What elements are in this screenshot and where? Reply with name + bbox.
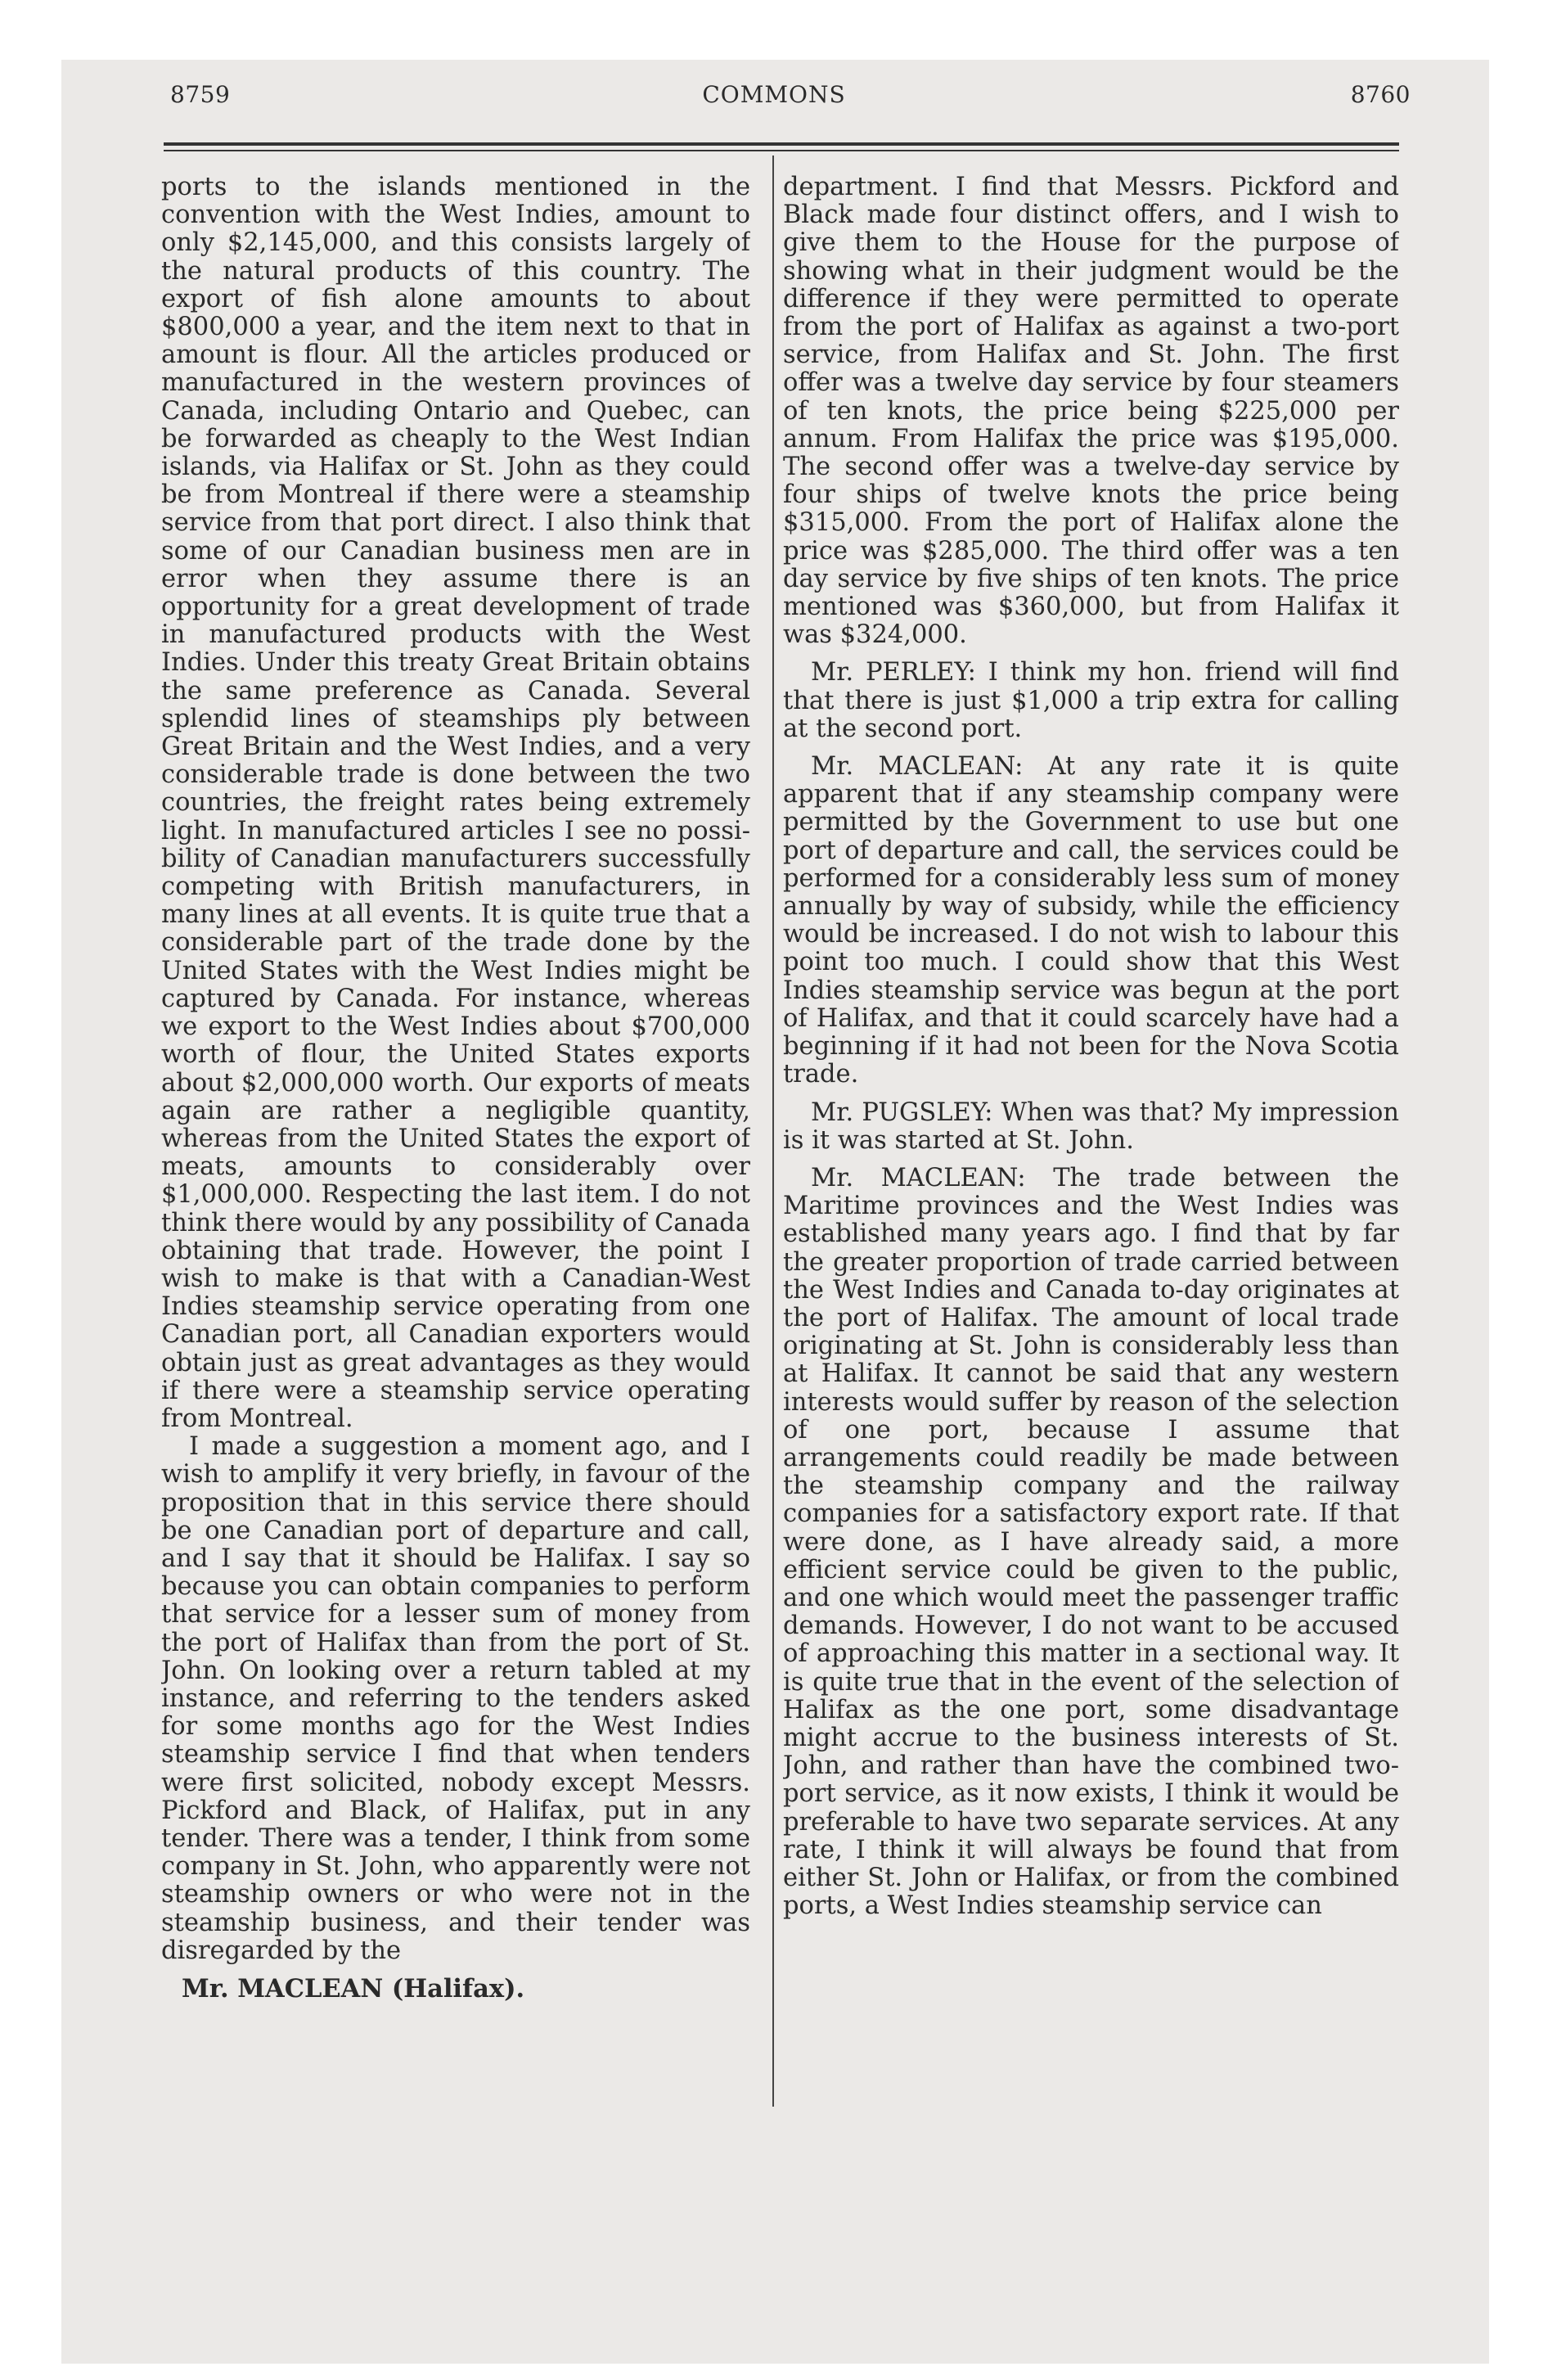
paragraph: I made a suggestion a moment ago, and I wish to amplify it very briefly, in favour of the proposition that in this service there should be one Canadian port of departure and call, and I say that it should be Halifax. I say so because you can obtain companies to perform that service for a lesser sum of money from the port of Halifax than from the port of St. John. On looking over a return tabled at my instance, and referring to the tenders asked for some months ago for the West Indies steamship service I find that when tenders were first solicited, nobody except Messrs. Pickford and Black, of Halifax, put in any tender. There was a tender, I think from some company in St. John, who apparently were not steamship owners or who were not in the steamship business, and their tender was disregarded by the <box>161 1432 750 1965</box>
page-header-title: COMMONS <box>702 81 846 108</box>
page-number-right: 8760 <box>1350 81 1411 108</box>
column-divider <box>772 156 774 2107</box>
left-column <box>161 174 750 2121</box>
page-number-left: 8759 <box>170 81 231 108</box>
paragraph: department. I find that Messrs. Pickford and Black made four distinct offers, and I wish to give them to the House for the purpose of showing what in their judgment would be the difference if they were permitted to operate from the port of Halifax as against a two-port service, from Halifax and St. John. The first offer was a twelve day service by four steamers of ten knots, the price being $225,000 per annum. From Halifax the price was $195,000. The second offer was a twelve-day service by four ships of twelve knots the price being $315,000. From the port of Halifax alone the price was $285,000. The third offer was a ten day service by five ships of ten knots. The price mentioned was $360,000, but from Halifax it was $324,000. <box>783 174 1399 650</box>
speech-pugsley: Mr. PUGSLEY: When was that? My impression is it was started at St. John. <box>783 1098 1399 1155</box>
speech-maclean: Mr. MACLEAN: The trade between the Maritime provinces and the West Indies was established many years ago. I find that by far the greater proportion of trade carried between the West Indies and Canada to-day originates at the port of Halifax. The amount of local trade originating at St. John is considerably less than at Halifax. It cannot be said that any western interests would suffer by reason of the selection of one port, because I assume that arrangements could readily be made between the steamship company and the railway companies for a satisfactory export rate. If that were done, as I have already said, a more efficient service could be given to the public, and one which would meet the passenger traffic demands. However, I do not want to be accused of approaching this matter in a sectional way. It is quite true that in the event of the selection of Halifax as the one port, some disadvantage might accrue to the business interests of St. John, and rather than have the combined two-port service, as it now exists, I think it would be preferable to have two separate services. At any rate, I think it will always be found that from either St. John or Halifax, or from the combined ports, a West Indies steamship service can <box>783 1163 1399 1921</box>
header-rule-thick <box>164 142 1399 146</box>
speech-perley: Mr. PERLEY: I think my hon. friend will find that there is just $1,000 a trip extra for calling at the second port. <box>783 658 1399 743</box>
header-rule-thin <box>164 150 1399 151</box>
paragraph: ports to the islands mentioned in the convention with the West Indies, amount to only $2,145,000, and this consists largely of the natural products of this country. The export of fish alone amounts to about $800,000 a year, and the item next to that in amount is flour. All the articles produced or manufactured in the western provinces of Canada, including Ontario and Quebec, can be forwarded as cheaply to the West Indian islands, via Halifax or St. John as they could be from Montreal if there were a steamship service from that port direct. I also think that some of our Canadian business men are in error when they assume there is an opportunity for a great development of trade in manufactured products with the West Indies. Under this treaty Great Britain obtains the same preference as Canada. Several splendid lines of steamships ply between Great Britain and the West Indies, and a very considerable trade is done between the two countries, the freight rates being extremely light. In manufactured articles I see no possibility of Canadian manufacturers successfully competing with British manufacturers, in many lines at all events. It is quite true that a considerable part of the trade done by the United States with the West Indies might be captured by Canada. For instance, whereas we export to the West Indies about $700,000 worth of flour, the United States exports about $2,000,000 worth. Our exports of meats again are rather a negligible quantity, whereas from the United States the export of meats, amounts to considerably over $1,000,000. Respecting the last item. I do not think there would by any possibility of Canada obtaining that trade. However, the point I wish to make is that with a Canadian-West Indies steamship service operating from one Canadian port, all Canadian exporters would obtain just as great advantages as they would if there were a steamship service operating from Montreal. <box>161 174 750 1433</box>
right-column <box>783 174 1399 2121</box>
speech-maclean: Mr. MACLEAN: At any rate it is quite apparent that if any steamship company were permitted by the Government to use but one port of departure and call, the services could be performed for a considerably less sum of money annually by way of subsidy, while the efficiency would be increased. I do not wish to labour this point too much. I could show that this West Indies steamship service was begun at the port of Halifax, and that it could scarcely have had a beginning if it had not been for the Nova Scotia trade. <box>783 752 1399 1089</box>
running-speaker-footer: Mr. MACLEAN (Halifax). <box>182 1974 525 2004</box>
